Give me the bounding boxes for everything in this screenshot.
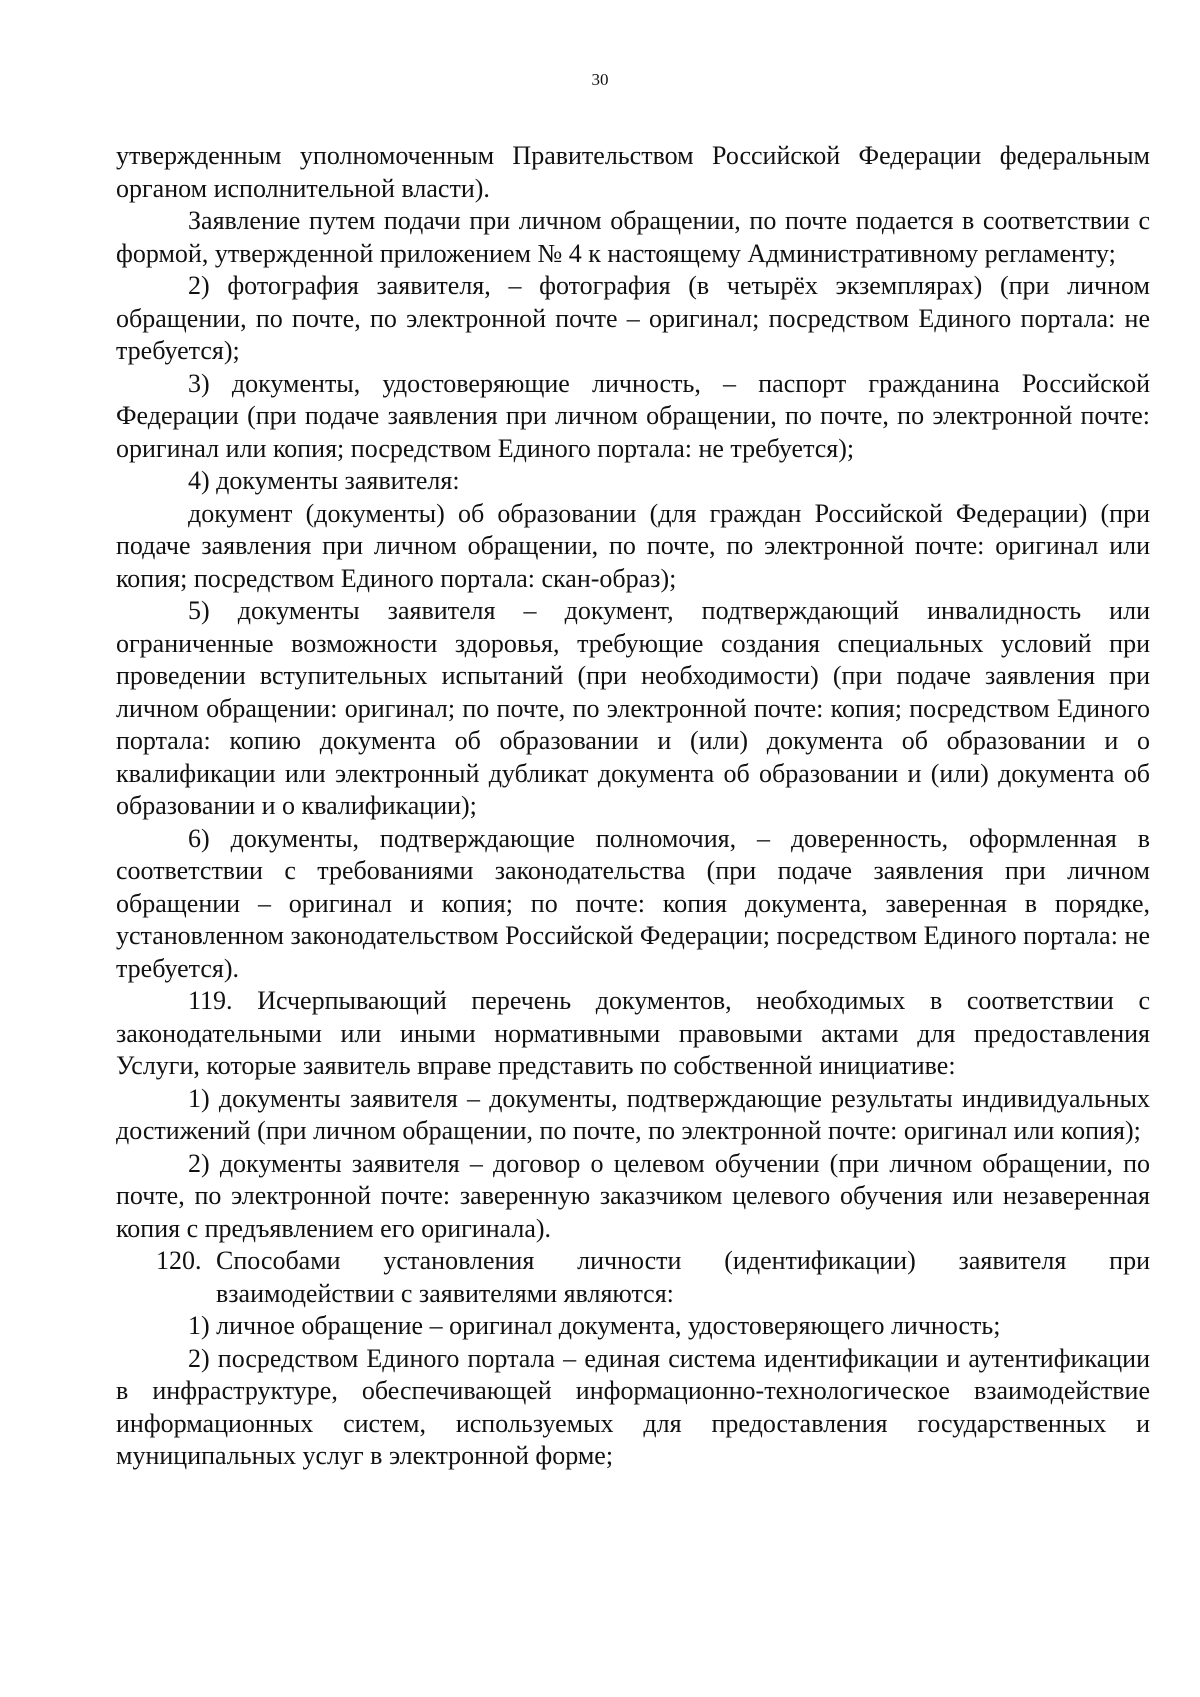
paragraph: 1) документы заявителя – документы, подтверждающие результаты индивидуальных достижений (при личном обращении, по почте, по электронной почте: оригинал или копия); xyxy=(116,1083,1150,1145)
paragraph: 3) документы, удостоверяющие личность, – паспорт гражданина Российской Федерации (при подаче заявления при личном обращении, по почте, по электронной почте: оригинал или копия; посредством Единого портала: не требуется); xyxy=(116,368,1150,463)
document-body xyxy=(116,140,1150,1473)
paragraph: 2) посредством Единого портала – единая система идентификации и аутентификации в инфраструктуре, обеспечивающей информационно-технологическое взаимодействие информационных систем, используемых для предоставления государственных и муниципальных услуг в электронной форме; xyxy=(116,1343,1150,1470)
page-number: 30 xyxy=(591,70,609,89)
paragraph: документ (документы) об образовании (для граждан Российской Федерации) (при подаче заявления при личном обращении, по почте, по электронной почте: оригинал или копия; посредством Единого портала: скан-образ); xyxy=(116,498,1150,593)
paragraph: 2) документы заявителя – договор о целевом обучении (при личном обращении, по почте, по электронной почте: заверенную заказчиком целевого обучения или незаверенная копия с предъявлением его оригинала). xyxy=(116,1148,1150,1243)
paragraph: Заявление путем подачи при личном обращении, по почте подается в соответствии с формой, утвержденной приложением № 4 к настоящему Административному регламенту; xyxy=(116,206,1150,268)
paragraph: 4) документы заявителя: xyxy=(188,466,460,495)
item-text: Способами установления личности (идентификации) заявителя при взаимодействии с заявителями являются: xyxy=(216,1246,1150,1308)
paragraph: утвержденным уполномоченным Правительством Российской Федерации федеральным органом исполнительной власти). xyxy=(116,141,1150,203)
item-number: 120. xyxy=(156,1246,202,1275)
paragraph: 5) документы заявителя – документ, подтверждающий инвалидность или ограниченные возможности здоровья, требующие создания специальных условий при проведении вступительных испытаний (при необходимости) (при подаче заявления при личном обращении: оригинал; по почте, по электронной почте: копия; посредством Единого портала: копию документа об образовании и (или) документа об образовании и о квалификации или электронный дубликат документа об образовании и (или) документа об образовании и о квалификации); xyxy=(116,596,1150,820)
paragraph: 119. Исчерпывающий перечень документов, необходимых в соответствии с законодательными или иными нормативными правовыми актами для предоставления Услуги, которые заявитель вправе представить по собственной инициативе: xyxy=(116,986,1150,1080)
paragraph: 2) фотография заявителя, – фотография (в четырёх экземплярах) (при личном обращении, по почте, по электронной почте – оригинал; посредством Единого портала: не требуется); xyxy=(116,271,1150,365)
numbered-item-120 xyxy=(156,1245,1150,1310)
paragraph: 1) личное обращение – оригинал документа, удостоверяющего личность; xyxy=(188,1311,1001,1340)
paragraph: 6) документы, подтверждающие полномочия, – доверенность, оформленная в соответствии с требованиями законодательства (при подаче заявления при личном обращении – оригинал и копия; по почте: копия документа, заверенная в порядке, установленном законодательством Российской Федерации; посредством Единого портала: не требуется). xyxy=(116,823,1150,983)
